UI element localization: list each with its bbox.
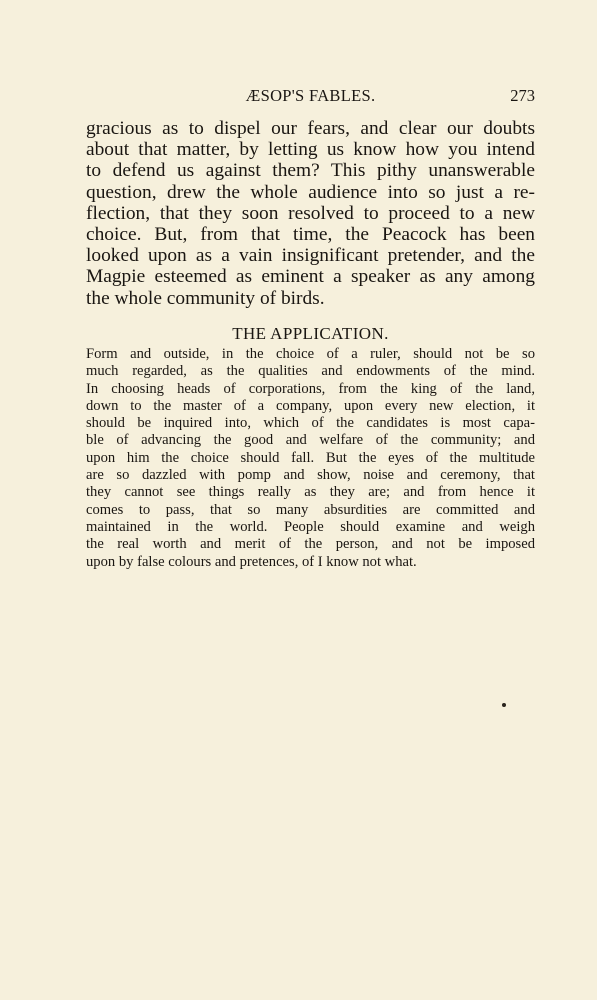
- application-line: upon him the choice should fall. But the eyes of the multitude: [86, 449, 535, 466]
- application-line: In choosing heads of corporations, from the king of the land,: [86, 380, 535, 397]
- page-number: 273: [510, 86, 535, 105]
- application-line: much regarded, as the qualities and endowments of the mind.: [86, 363, 535, 380]
- application-line: comes to pass, that so many absurdities are committed and: [86, 501, 535, 518]
- application-line: Form and outside, in the choice of a ruler, should not be so: [86, 346, 535, 362]
- body-line: question, drew the whole audience into so just a re-: [86, 181, 535, 203]
- application-line: ble of advancing the good and welfare of the community; and: [86, 432, 535, 449]
- application-line: should be inquired into, which of the candidates is most capa-: [86, 415, 535, 432]
- ink-speck: [502, 703, 506, 707]
- running-head: [86, 86, 535, 108]
- application-line: are so dazzled with pomp and show, noise and ceremony, that: [86, 467, 535, 484]
- application-line: the real worth and merit of the person, and not be imposed: [86, 536, 535, 553]
- body-line: the whole community of birds.: [86, 287, 325, 309]
- fable-body-paragraph: [86, 118, 535, 309]
- application-line: upon by false colours and pretences, of I know not what.: [86, 553, 417, 570]
- body-line: gracious as to dispel our fears, and clear our doubts: [86, 118, 535, 139]
- application-paragraph: [86, 346, 535, 571]
- application-line: they cannot see things really as they are; and from hence it: [86, 484, 535, 501]
- body-line: choice. But, from that time, the Peacock has been: [86, 224, 535, 246]
- application-line: maintained in the world. People should examine and weigh: [86, 518, 535, 535]
- application-line: down to the master of a company, upon every new election, it: [86, 397, 535, 414]
- body-line: about that matter, by letting us know how you intend: [86, 139, 535, 161]
- body-line: Magpie esteemed as eminent a speaker as any among: [86, 266, 535, 288]
- body-line: looked upon as a vain insignificant pretender, and the: [86, 245, 535, 267]
- body-line: flection, that they soon resolved to proceed to a new: [86, 202, 535, 224]
- running-title: ÆSOP'S FABLES.: [245, 86, 376, 105]
- application-heading: THE APPLICATION.: [232, 324, 389, 343]
- body-line: to defend us against them? This pithy unanswerable: [86, 160, 535, 182]
